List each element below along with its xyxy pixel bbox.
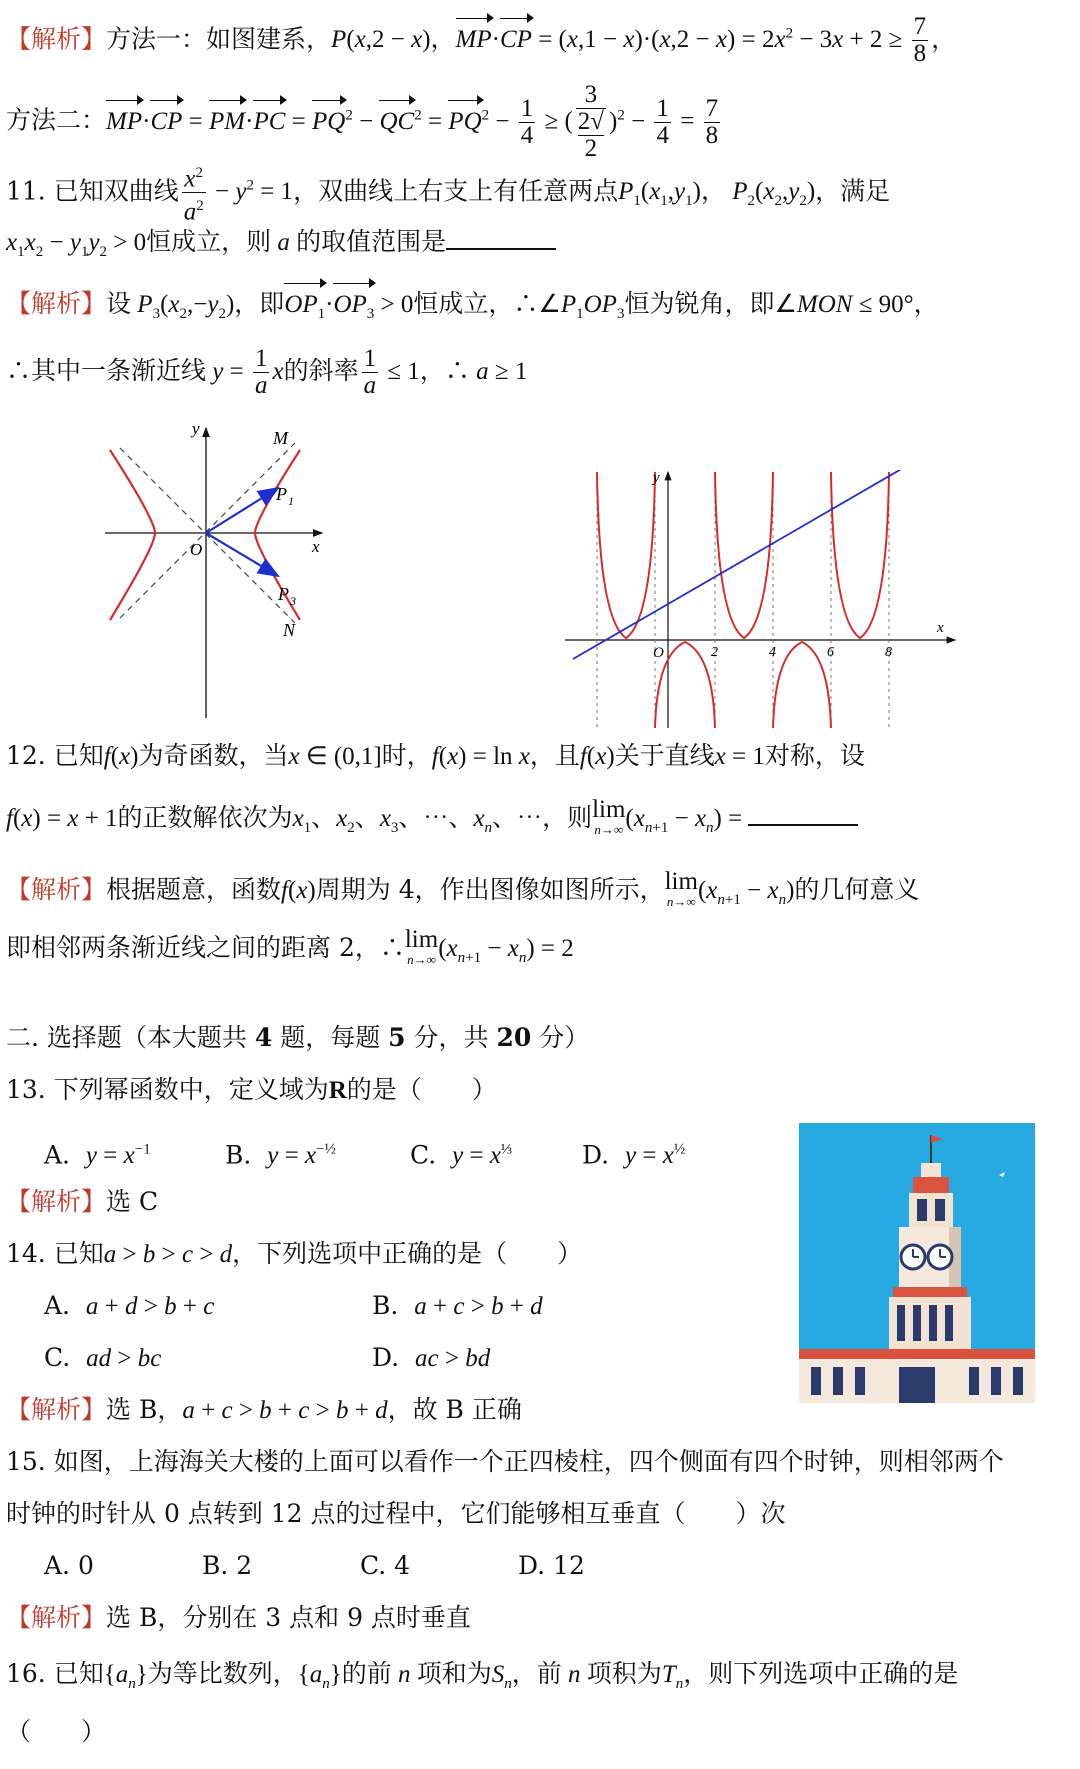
label-origin: O [653, 645, 664, 661]
curve-segment-4 [773, 642, 831, 728]
curve-segment-5 [831, 472, 889, 638]
vector-op3 [206, 533, 278, 576]
q12-analysis-d: 即相邻两条渐近线之间的距离 2，∴ [6, 933, 405, 962]
option-letter: C. [410, 1140, 437, 1170]
q10-analysis-method2: 方法二：$MP\cdot CP = PM\cdot PC = PQ^2 - QC^2 = PQ^2$ − $\frac{1}{4}$ ≥ ( 3 2√ 2 )$^2$ − $\frac{1}{4}$ = $\frac{7}{8}$ [6, 81, 719, 162]
q12-text-g: 的正数解依次为 [117, 803, 293, 832]
left-branch [110, 450, 155, 620]
q16-line2 [6, 1712, 106, 1752]
q13-analysis [6, 1182, 158, 1222]
curve-segment-1 [597, 472, 655, 638]
q14-option-c[interactable]: C. ad > bc [44, 1343, 162, 1372]
q15-text-1: 如图，上海海关大楼的上面可以看作一个正四棱柱，四个侧面有四个时钟，则相邻两个 [53, 1447, 1004, 1476]
q14-stem: 14. 已知a > b > c > d，下列选项中正确的是（ ） [6, 1239, 583, 1268]
q14-analysis-a: 选 B， [106, 1395, 183, 1424]
q15-option-c[interactable]: C. 4 [360, 1551, 411, 1580]
q16-paren: （ ） [6, 1717, 107, 1746]
option-letter: B. [372, 1291, 399, 1320]
q11-analysis-line1: 【解析】设 $P_3(x_2,-y_2)$，即$OP_1\cdot OP_3 > 0$恒成立，$\therefore\angle P_1OP_3$恒为锐角，即∠MON ≤ 90°， [6, 284, 939, 334]
section-title-d: 分） [531, 1023, 590, 1052]
analysis-tag: 【解析】 [6, 1603, 107, 1632]
q11-line1: 11. 已知双曲线 $\frac{x^2}{a^2}$ − $y^2 = 1$，双曲线上右支上有任意两点$P_1(x_1,y_1)$， $P_2(x_2,y_2)$，满足 [6, 160, 890, 226]
q11-text-a: 已知双曲线 [53, 176, 179, 206]
option-letter: C. [44, 1343, 71, 1372]
answer-blank [748, 798, 858, 826]
section-title-c: 分，共 [405, 1023, 497, 1052]
q16-text-f: 项积为 [586, 1659, 662, 1688]
section-heading [6, 1018, 589, 1058]
q15-analysis-text: 选 B，分别在 3 点和 9 点时垂直 [106, 1603, 471, 1632]
q11-analysis-a: 设 [106, 289, 132, 318]
analysis-tag: 【解析】 [6, 1395, 107, 1424]
q13-text-b: 的是（ ） [346, 1075, 497, 1104]
q11-analysis-line2: ∴其中一条渐近线 y = $\frac{1}{a}$ x的斜率 $\frac{1}{a}$ ≤ 1，∴ a ≥ 1 [6, 345, 528, 399]
q15-option-d[interactable]: D. 12 [518, 1551, 585, 1580]
q15-line2 [6, 1494, 786, 1534]
q11-analysis-b: ，即 [234, 289, 285, 318]
label-origin: O [190, 540, 203, 559]
q12-text-a: 已知 [53, 741, 104, 770]
q11-text-d: 恒成立，则 [146, 227, 272, 256]
q16-number: 16. [6, 1659, 46, 1688]
asymptote-m [120, 448, 295, 623]
q11-analysis-g: ，∴ [419, 356, 470, 385]
q13-text: 下列幂函数中，定义域为 [53, 1075, 329, 1104]
q13-option-c[interactable]: C. $y = x^{\frac{1}{3}}$ [410, 1140, 513, 1170]
q13-option-d[interactable]: D. $y = x^{\frac{1}{2}}$ [582, 1140, 686, 1170]
q16-text-d: 项和为 [416, 1659, 492, 1688]
q15-option-b[interactable]: B. 2 [202, 1551, 253, 1580]
section-total: 20 [496, 1023, 532, 1052]
section-title-b: 题，每题 [272, 1023, 389, 1052]
q12-analysis-c: 的几何意义 [794, 875, 920, 904]
q13-r: R [328, 1077, 347, 1104]
q12-text-e: 关于直线 [614, 741, 715, 770]
label-x: x [312, 537, 320, 556]
asymptote-n [120, 443, 295, 618]
q14-analysis-b: ，故 B 正确 [387, 1395, 522, 1424]
customs-house-illustration [799, 1123, 1035, 1403]
q11-text-b: ，双曲线上右支上有任意两点 [293, 176, 619, 206]
tick-2: 2 [711, 645, 718, 660]
q11-analysis-c: 恒成立，∴ [413, 289, 539, 318]
q12-text-c: 时， [381, 741, 432, 770]
q12-text-d: ，且 [529, 741, 580, 770]
option-letter: D. [372, 1343, 400, 1372]
q14-text-b: ，下列选项中正确的是（ ） [232, 1239, 583, 1268]
fraction-7-8: $\frac{7}{8}$ [913, 13, 927, 68]
option-letter: B. [225, 1140, 252, 1170]
q12-text-b: 为奇函数，当 [138, 741, 289, 770]
q12-text-f: 对称，设 [764, 741, 865, 770]
q10-method1-text: 方法一：如图建系， [106, 24, 332, 54]
q10-method1-math: P(x,2 − x)，$MP\cdot CP = (x,1 - x)\cdot(x,2 - x) = 2x^2 - 3x + 2$ ≥ [331, 26, 909, 53]
q12-analysis-line1: 【解析】根据题意，函数f(x)周期为 4，作出图像如图所示，lim n→∞ $(x_{n+1} - x_n)$的几何意义 [6, 867, 920, 909]
label-y: y [653, 470, 660, 486]
q14-analysis: 【解析】选 B，a + c > b + c > b + d，故 B 正确 [6, 1395, 522, 1424]
q12-line1: 12. 已知f(x)为奇函数，当x ∈ (0,1]时，f(x) = ln x，且f(x)关于直线x = 1对称，设 [6, 741, 865, 770]
q16-text-e: ，前 [511, 1659, 562, 1688]
q11-analysis-f: 的斜率 [283, 356, 359, 385]
label-n: N [283, 620, 296, 640]
section-title-a: 二. 选择题（本大题共 [6, 1023, 255, 1052]
label-m: M [273, 428, 288, 448]
q14-text-a: 已知 [53, 1239, 104, 1268]
q15-analysis [6, 1598, 471, 1638]
vector-op1 [206, 488, 278, 533]
curve-segment-3 [715, 472, 773, 638]
q11-text-c: ，满足 [815, 176, 891, 206]
q16-text-b: 为等比数列， [147, 1659, 298, 1688]
q16-line1: 16. 已知$\{a_n\}$为等比数列，$\{a_n\}$的前 n 项和为$S_n$，前 n 项积为$T_n$，则下列选项中正确的是 [6, 1659, 959, 1692]
answer-blank [446, 222, 556, 250]
tick-4: 4 [769, 645, 776, 660]
q14-option-a[interactable]: A. a + d > b + c [44, 1291, 215, 1320]
q10-method2-math: $MP\cdot CP = PM\cdot PC = PQ^2 - QC^2 = PQ^2$ − [106, 108, 516, 135]
q15-number: 15. [6, 1447, 46, 1476]
q12-text-h: ，则 [542, 803, 593, 832]
line-y-eq-x-plus-1 [573, 470, 910, 659]
option-letter: A. [44, 1291, 71, 1320]
label-p3: P [278, 584, 289, 604]
section-points: 5 [388, 1023, 406, 1052]
q13-option-a[interactable]: A. $y = x^{-1}$ [44, 1140, 151, 1170]
label-y: y [192, 420, 200, 438]
q13-number: 13. [6, 1075, 46, 1104]
q11-number: 11. [6, 176, 46, 206]
analysis-tag: 【解析】 [6, 875, 107, 904]
periodic-function-figure [565, 470, 965, 732]
section-count: 4 [254, 1023, 273, 1052]
analysis-tag: 【解析】 [6, 1187, 107, 1216]
q13-option-b[interactable]: B. $y = x^{-\frac{1}{2}}$ [225, 1140, 336, 1170]
option-letter: D. [582, 1140, 610, 1170]
q12-analysis-line2: 即相邻两条渐近线之间的距离 2，∴lim n→∞ $(x_{n+1} - x_n) = 2$ [6, 925, 574, 967]
tick-6: 6 [827, 645, 834, 660]
q12-line2: f(x) = x + 1的正数解依次为$x_1$、$x_2$、$x_3$、⋯、$x_n$、⋯，则lim n→∞ $(x_{n+1} - x_n)$ = [6, 798, 858, 848]
q14-number: 14. [6, 1239, 46, 1268]
q10-analysis-method1: 【解析】方法一：如图建系，P(x,2 − x)，$MP\cdot CP = (x,1 - x)\cdot(x,2 - x) = 2x^2 - 3x + 2$ ≥ $\frac{7}{8}$ ， [6, 13, 957, 68]
q16-text-a: 已知 [53, 1659, 104, 1688]
curve-segment-2 [655, 642, 715, 728]
analysis-tag: 【解析】 [6, 289, 107, 318]
q12-analysis-b: 周期为 4，作出图像如图所示， [315, 875, 665, 904]
hyperbola-figure [100, 420, 360, 720]
q13-analysis-text: 选 C [106, 1187, 159, 1216]
label-p1: P [276, 484, 287, 504]
q11-text-e: 的取值范围是 [296, 227, 447, 256]
q11-line2: $x_1x_2 - y_1y_2 > 0$恒成立，则 a 的取值范围是 [6, 222, 556, 272]
q16-text-c: 的前 [341, 1659, 392, 1688]
label-p1-sub: 1 [288, 494, 294, 508]
q14-option-b[interactable]: B. a + c > b + d [372, 1291, 543, 1320]
q13-stem [6, 1070, 497, 1111]
option-letter: A. [44, 1140, 71, 1170]
q14-option-d[interactable]: D. ac > bd [372, 1343, 491, 1372]
q11-analysis-d: 恒为锐角，即 [624, 289, 775, 318]
tick-8: 8 [885, 645, 892, 660]
q12-number: 12. [6, 741, 46, 770]
q16-text-g: ，则下列选项中正确的是 [683, 1659, 959, 1688]
method-two-label: 方法二： [6, 105, 107, 135]
q11-analysis-e: ∴其中一条渐近线 [6, 356, 207, 385]
label-x: x [937, 620, 944, 636]
q15-text-2: 时钟的时针从 0 点转到 12 点的过程中，它们能够相互垂直（ ）次 [6, 1499, 786, 1528]
label-p3-sub: 3 [290, 594, 296, 608]
q15-line1 [6, 1442, 1004, 1482]
q12-analysis-a: 根据题意，函数 [106, 875, 282, 904]
analysis-tag: 【解析】 [6, 24, 107, 54]
q15-option-a[interactable]: A. 0 [44, 1551, 94, 1580]
